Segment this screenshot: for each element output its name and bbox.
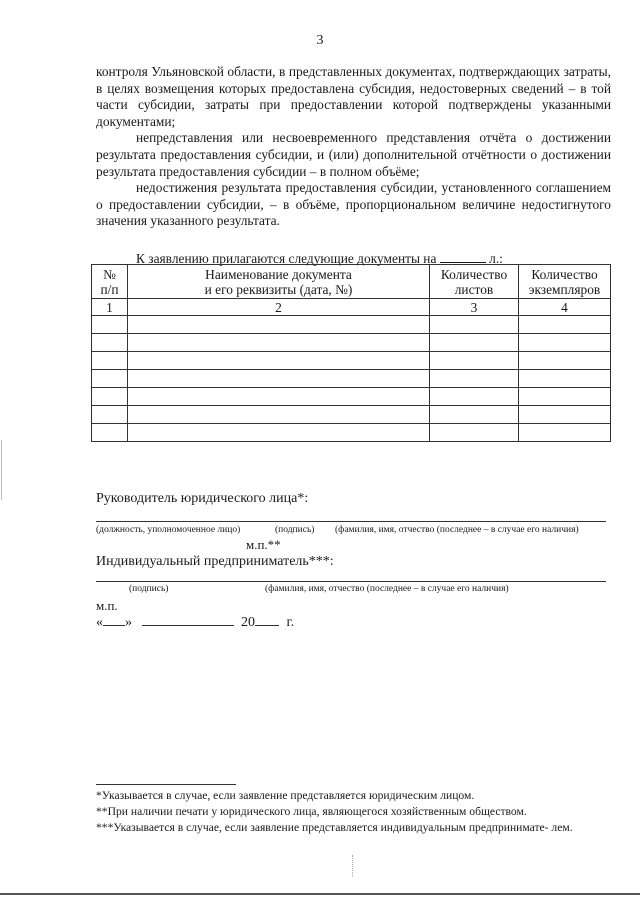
header-copies: Количество экземпляров (519, 265, 611, 299)
legal-entity-head-label: Руководитель юридического лица*: (96, 491, 309, 506)
table-caption-suffix: л.: (489, 251, 503, 266)
footnotes (96, 784, 608, 836)
column-number: 4 (519, 299, 611, 316)
table-cell[interactable] (128, 352, 430, 370)
entrepreneur-label: Индивидуальный предприниматель***: (96, 554, 334, 569)
header-number: № п/п (92, 265, 128, 299)
table-cell[interactable] (519, 316, 611, 334)
documents-table (91, 264, 611, 442)
table-row (92, 316, 611, 334)
table-cell[interactable] (430, 424, 519, 442)
table-cell[interactable] (519, 370, 611, 388)
column-number-row (92, 299, 611, 316)
hint-full-name: (фамилия, имя, отчество (последнее – в случае его наличия) (335, 525, 579, 535)
table-cell[interactable] (92, 388, 128, 406)
table-cell[interactable] (128, 316, 430, 334)
year-blank[interactable] (255, 613, 279, 626)
table-cell[interactable] (430, 406, 519, 424)
table-cell[interactable] (92, 424, 128, 442)
table-cell[interactable] (92, 316, 128, 334)
paragraph-non-submission: непредставления или несвоевременного представления отчёта о достижении результата предоставления субсидии, и (или) дополнительной отчётности о достижении результата предоставления субсидии – в полном объёме; (96, 130, 611, 179)
table-row (92, 388, 611, 406)
table-row (92, 424, 611, 442)
month-blank[interactable] (142, 613, 234, 626)
paragraph-non-achievement: недостижения результата предоставления субсидии, установленного соглашением о предоставлении субсидии, – в объёме, пропорциональном величине недостигнутого значения указанного результата. (96, 180, 611, 229)
column-number: 1 (92, 299, 128, 316)
scan-smudge (352, 855, 355, 877)
table-row (92, 406, 611, 424)
table-cell[interactable] (128, 370, 430, 388)
table-caption-prefix: К заявлению прилагаются следующие документы на (136, 251, 437, 266)
date-line: « » 20 г. (96, 615, 295, 630)
hint-full-name: (фамилия, имя, отчество (последнее – в случае его наличия) (265, 584, 509, 594)
table-cell[interactable] (128, 406, 430, 424)
table-cell[interactable] (519, 334, 611, 352)
footnote-rule (96, 784, 236, 785)
table-cell[interactable] (519, 424, 611, 442)
table-cell[interactable] (519, 406, 611, 424)
column-number: 2 (128, 299, 430, 316)
footnote-2: **При наличии печати у юридического лица, являющегося хозяйственным обществом. (96, 805, 527, 818)
stamp-label-entrepreneur: м.п. (96, 598, 118, 613)
table-cell[interactable] (92, 352, 128, 370)
table-cell[interactable] (92, 370, 128, 388)
page-number: 3 (316, 33, 324, 48)
hint-position: (должность, уполномоченное лицо) (96, 525, 241, 535)
table-row (92, 352, 611, 370)
table-cell[interactable] (128, 334, 430, 352)
entrepreneur-signature-line[interactable] (96, 581, 606, 582)
table-cell[interactable] (519, 388, 611, 406)
table-row (92, 370, 611, 388)
scan-margin-mark (1, 440, 2, 500)
table-cell[interactable] (430, 334, 519, 352)
table-cell[interactable] (430, 352, 519, 370)
day-blank[interactable] (103, 613, 125, 626)
table-row (92, 334, 611, 352)
table-cell[interactable] (128, 424, 430, 442)
table-cell[interactable] (430, 316, 519, 334)
body-text (96, 64, 611, 230)
table-cell[interactable] (128, 388, 430, 406)
table-cell[interactable] (92, 406, 128, 424)
hint-signature: (подпись) (275, 525, 315, 535)
paragraph-control: контроля Ульяновской области, в представленных документах, подтверждающих затраты, в целях возмещения которых предоставлена субсидия, недостоверных сведений – в той части субсидии, затраты при предоставлении которой подтверждены указанными документами; (96, 64, 611, 129)
hint-signature: (подпись) (129, 584, 169, 594)
footnote-3: ***Указывается в случае, если заявление представляется индивидуальным предпринимате- лем. (96, 821, 573, 834)
footnote-1: *Указывается в случае, если заявление представляется юридическим лицом. (96, 789, 475, 802)
table-cell[interactable] (92, 334, 128, 352)
header-sheets: Количество листов (430, 265, 519, 299)
column-number: 3 (430, 299, 519, 316)
legal-entity-signature-line[interactable] (96, 521, 606, 522)
sheets-count-blank[interactable] (440, 250, 486, 263)
header-document-name: Наименование документа и его реквизиты (дата, №) (128, 265, 430, 299)
table-cell[interactable] (519, 352, 611, 370)
stamp-label-legal: м.п.** (246, 537, 281, 552)
table-cell[interactable] (430, 388, 519, 406)
table-cell[interactable] (430, 370, 519, 388)
scan-bottom-edge (0, 893, 640, 895)
